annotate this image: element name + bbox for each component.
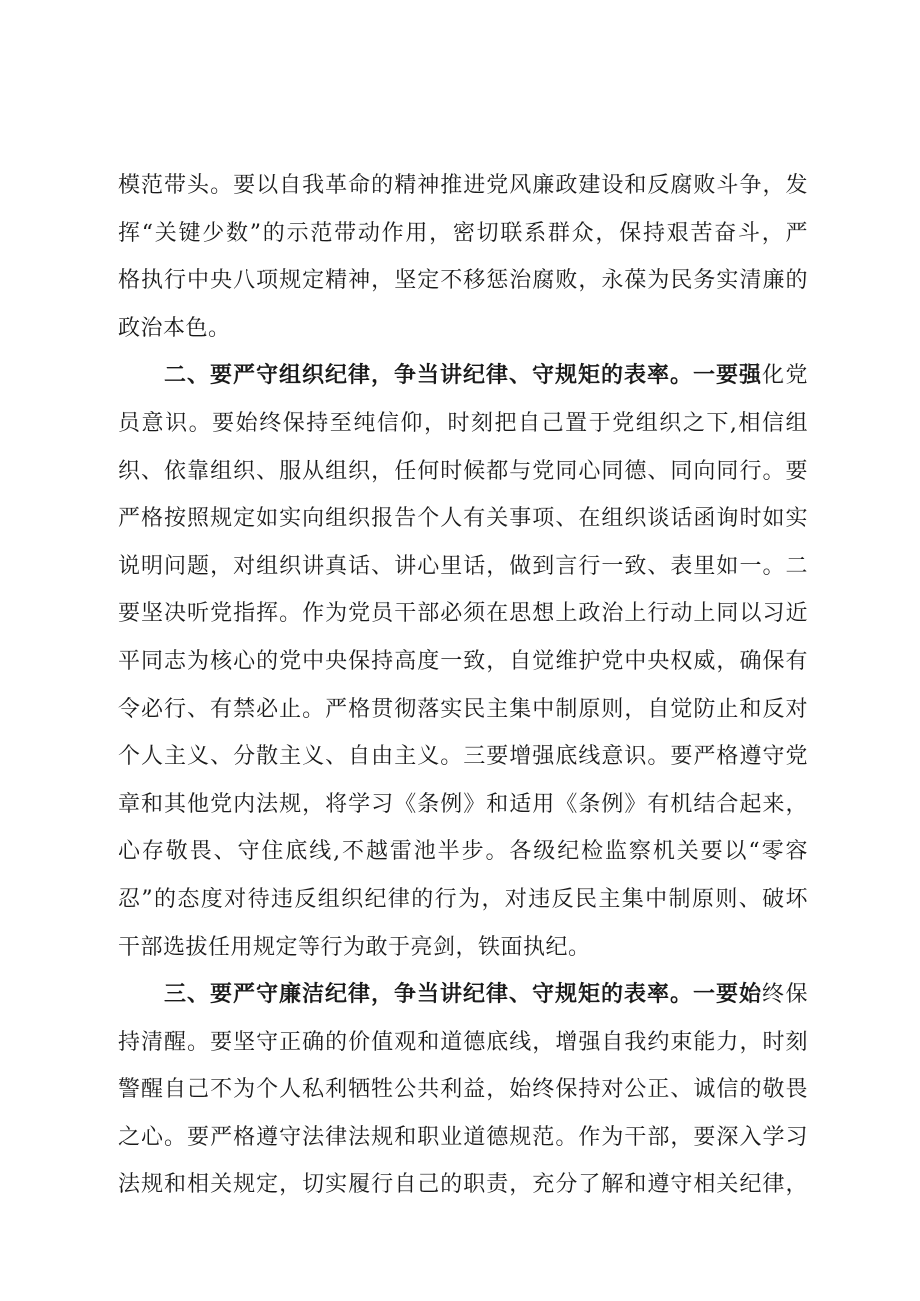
text-line: 说明问题，对组织讲真话、讲心里话，做到言行一致、表里如一。二 xyxy=(118,553,808,579)
text-line: 平同志为核心的党中央保持高度一致，自觉维护党中央权威，确保有 xyxy=(118,648,808,674)
section-heading-integrity: 三、要严守廉洁纪律，争当讲纪律、守规矩的表率。一要始 xyxy=(164,982,762,1008)
text-line: 要坚决听党指挥。作为党员干部必须在思想上政治上行动上同以习近 xyxy=(118,601,808,627)
section-heading-line xyxy=(118,971,808,1019)
section-heading-line xyxy=(118,352,808,400)
text-line: 法规和相关规定，切实履行自己的职责，充分了解和遵守相关纪律， xyxy=(118,1172,808,1198)
document-body xyxy=(118,162,808,1209)
text-line: 心存敬畏、守住底线,不越雷池半步。各级纪检监察机关要以“零容 xyxy=(118,839,808,865)
text-line: 章和其他党内法规，将学习《条例》和适用《条例》有机结合起来， xyxy=(118,791,808,817)
text-line: 之心。要严格遵守法律法规和职业道德规范。作为干部，要深入学习 xyxy=(118,1124,808,1150)
text-line: 严格按照规定如实向组织报告个人有关事项、在组织谈话函询时如实 xyxy=(118,506,808,532)
text-line: 挥“关键少数”的示范带动作用，密切联系群众，保持艰苦奋斗，严 xyxy=(118,220,808,246)
text-line: 令必行、有禁必止。严格贯彻落实民主集中制原则，自觉防止和反对 xyxy=(118,696,808,722)
text-line: 忍”的态度对待违反组织纪律的行为，对违反民主集中制原则、破坏 xyxy=(118,886,808,912)
text-line: 格执行中央八项规定精神，坚定不移惩治腐败，永葆为民务实清廉的 xyxy=(118,268,808,294)
text-line: 持清醒。要坚守正确的价值观和道德底线，增强自我约束能力，时刻 xyxy=(118,1029,808,1055)
text-line: 政治本色。 xyxy=(118,315,231,341)
text-line: 模范带头。要以自我革命的精神推进党风廉政建设和反腐败斗争，发 xyxy=(118,173,808,198)
text-span: 终保 xyxy=(761,982,808,1008)
text-span: 化党 xyxy=(761,363,808,389)
section-heading-organization: 二、要严守组织纪律，争当讲纪律、守规矩的表率。一要强 xyxy=(164,363,762,389)
text-line: 织、依靠组织、服从组织，任何时候都与党同心同德、同向同行。要 xyxy=(118,458,808,484)
text-line: 警醒自己不为个人私利牺牲公共利益，始终保持对公正、诚信的敬畏 xyxy=(118,1077,808,1103)
text-line: 个人主义、分散主义、自由主义。三要增强底线意识。要严格遵守党 xyxy=(118,744,808,770)
text-line: 员意识。要始终保持至纯信仰，时刻把自己置于党组织之下,相信组 xyxy=(118,410,808,436)
text-line: 干部选拔任用规定等行为敢于亮剑，铁面执纪。 xyxy=(118,934,591,960)
